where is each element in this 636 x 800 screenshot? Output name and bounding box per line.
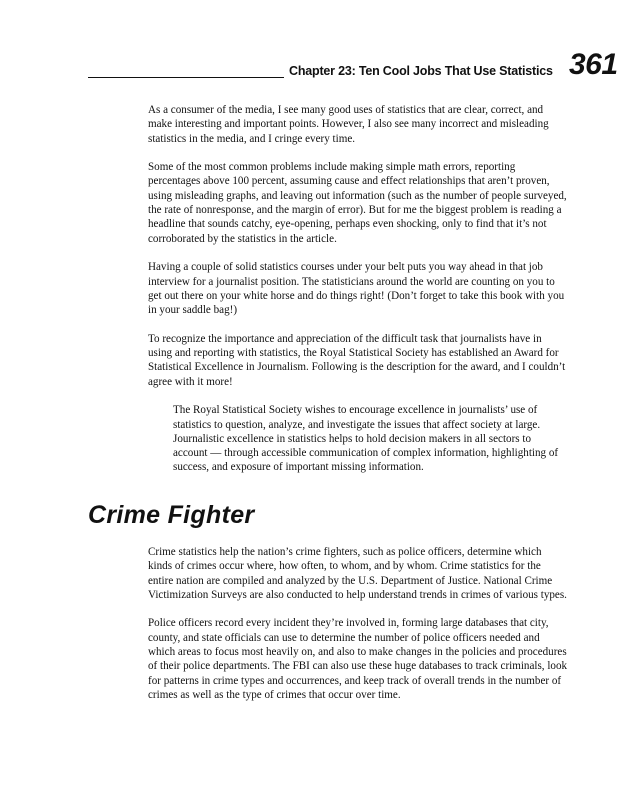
paragraph: To recognize the importance and appreciation of the difficult task that journalists have in using and reporting with statistics, the Royal Statistical Society has established an Award for Statistical Excellence in Journalism. Following is the description for the award, and I couldn’t agree with it more! (148, 332, 566, 388)
paragraph: Police officers record every incident they’re involved in, forming large databases that city, county, and state officials can use to determine the number of police officers needed and which areas to focus most heavily on, and also to make changes in the policies and procedures of their police departments. The FBI can also use these huge databases to track criminals, look for patterns in crime types and occurrences, and keep track of overall trends in the number of crimes as well as the type of crimes that occur over time. (148, 617, 568, 701)
body-text-top (148, 103, 568, 489)
block-quote: The Royal Statistical Society wishes to encourage excellence in journalists’ use of statistics to question, analyze, and investigate the issues that affect society at large. Journalistic excellence in statistics helps to hold decision makers in all sectors to account — through accessible communication of complex information, highlighting of success, and exposure of important missing information. (173, 404, 559, 474)
header-rule (88, 77, 284, 78)
body-text-section (148, 545, 568, 717)
section-heading: Crime Fighter (88, 501, 255, 529)
paragraph: Some of the most common problems include making simple math errors, reporting percentages above 100 percent, assuming cause and effect relationships that aren’t proven, using misleading graphs, and leaving out information (such as the number of people surveyed, the rate of nonresponse, and the margin of error). But for me the biggest problem is reading a headline that sounds catchy, eye-opening, perhaps even shocking, only to find that it’s not corroborated by the statistics in the article. (148, 161, 567, 245)
paragraph: As a consumer of the media, I see many good uses of statistics that are clear, correct, and make interesting and important points. However, I also see many incorrect and misleading statistics in the media, and I cringe every time. (148, 104, 549, 145)
page-number: 361 (569, 48, 618, 81)
paragraph: Having a couple of solid statistics courses under your belt puts you way ahead in that job interview for a journalist position. The statisticians around the world are counting on you to get out there on your white horse and do things right! (Don’t forget to take this book with you in your saddle bag!) (148, 261, 565, 317)
paragraph: Crime statistics help the nation’s crime fighters, such as police officers, determine which kinds of crimes occur where, how often, to whom, and by whom. Crime statistics for the entire nation are compiled and analyzed by the U.S. Department of Justice. National Crime Victimization Surveys are also conducted to help understand trends in crimes of various types. (148, 546, 567, 601)
chapter-title: Chapter 23: Ten Cool Jobs That Use Statistics (289, 64, 553, 78)
